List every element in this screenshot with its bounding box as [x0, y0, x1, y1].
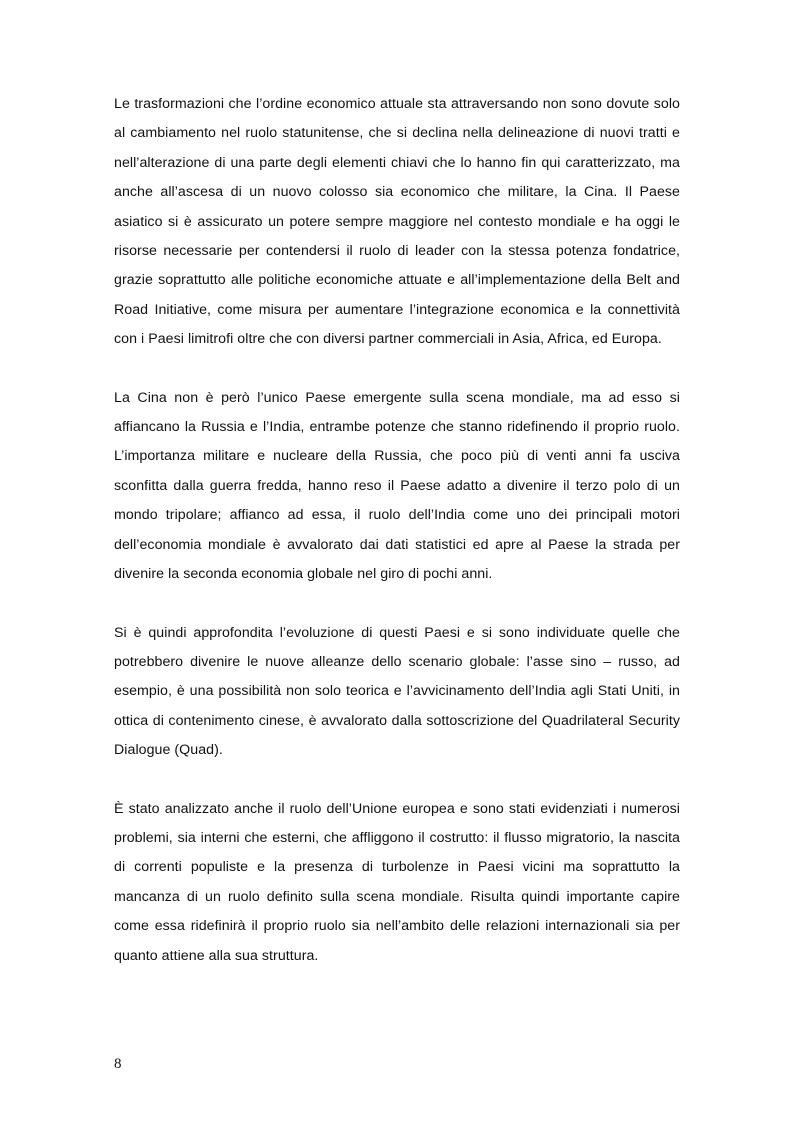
paragraph-3: Si è quindi approfondita l’evoluzione di questi Paesi e si sono individuate quelle che potrebbero divenire le nuove alleanze dello scenario globale: l’asse sino – russo, ad esempio, è una possibilità non solo teorica e l’avvicinamento dell’India agli Stati Uniti, in ottica di contenimento cinese, è avvalorato dalla sottoscrizione del Quadrilateral Security Dialogue (Quad).: [114, 624, 680, 759]
paragraph-4: È stato analizzato anche il ruolo dell’Unione europea e sono stati evidenziati i numerosi problemi, sia interni che esterni, che affliggono il costrutto: il flusso migratorio, la nascita di correnti populiste e la presenza di turbolenze in Paesi vicini ma soprattutto la mancanza di un ruolo definito sulla scena mondiale. Risulta quindi importante capire come essa ridefinirà il proprio ruolo sia nell’ambito delle relazioni internazionali sia per quanto attiene alla sua struttura.: [114, 800, 680, 964]
paragraph-2: La Cina non è però l’unico Paese emergente sulla scena mondiale, ma ad esso si affiancano la Russia e l’India, entrambe potenze che stanno ridefinendo il proprio ruolo. L’importanza militare e nucleare della Russia, che poco più di venti anni fa usciva sconfitta dalla guerra fredda, hanno reso il Paese adatto a divenire il terzo polo di un mondo tripolare; affianco ad essa, il ruolo dell’India come uno dei principali motori dell’economia mondiale è avvalorato dai dati statistici ed apre al Paese la strada per divenire la seconda economia globale nel giro di pochi anni.: [114, 389, 680, 583]
paragraph-1: Le trasformazioni che l’ordine economico attuale sta attraversando non sono dovute solo al cambiamento nel ruolo statunitense, che si declina nella delineazione di nuovi tratti e nell’alterazione di una parte degli elementi chiavi che lo hanno fin qui caratterizzato, ma anche all’ascesa di un nuovo colosso sia economico che militare, la Cina. Il Paese asiatico si è assicurato un potere sempre maggiore nel contesto mondiale e ha oggi le risorse necessarie per contendersi il ruolo di leader con la stessa potenza fondatrice, grazie soprattutto alle politiche economiche attuate e all’implementazione della Belt and Road Initiative, come misura per aumentare l’integrazione economica e la connettività con i Paesi limitrofi oltre che con diversi partner commerciali in Asia, Africa, ed Europa.: [114, 96, 680, 348]
page-number: 8: [114, 1056, 122, 1072]
page-body: [114, 90, 680, 1000]
